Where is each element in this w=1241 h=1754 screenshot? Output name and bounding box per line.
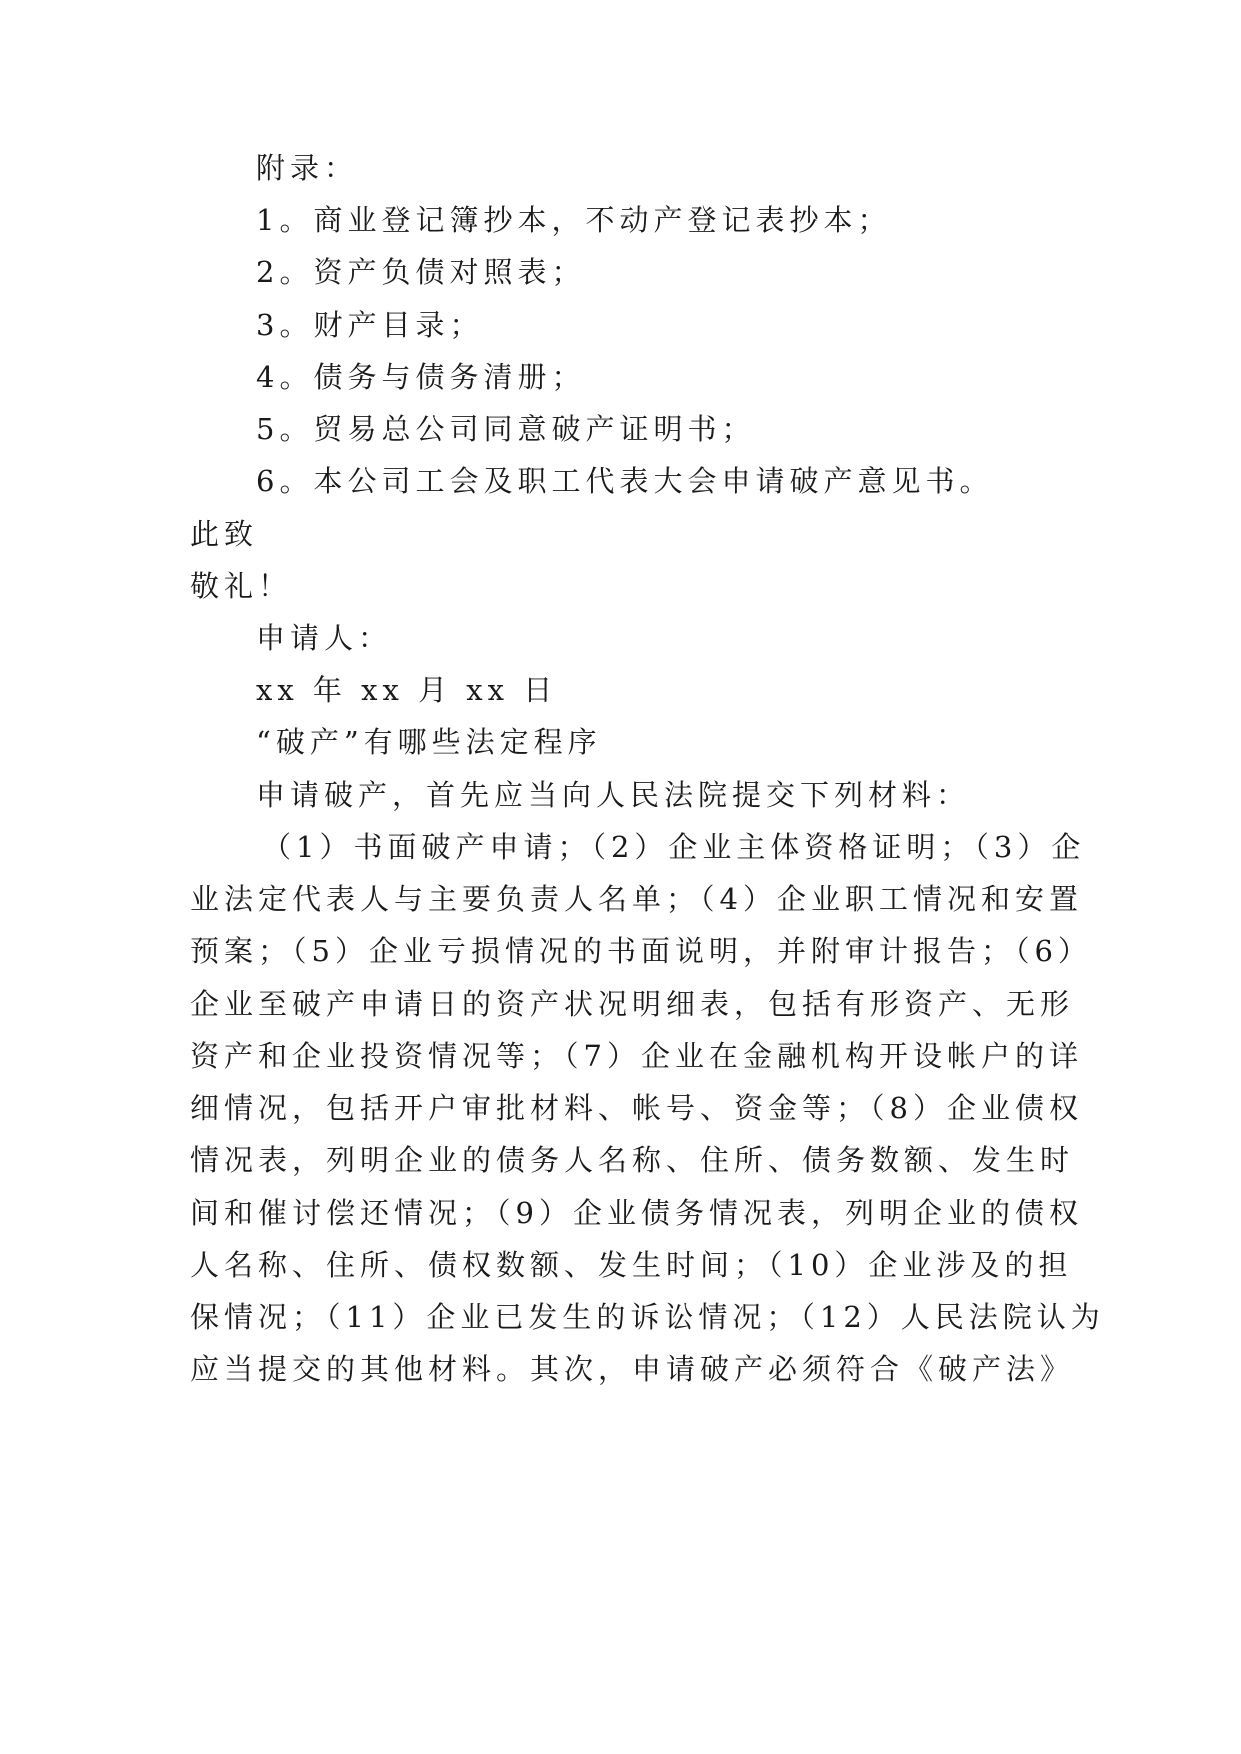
appendix-item-4: 4。债务与债务清册； — [256, 360, 586, 394]
section-intro: 申请破产，首先应当向人民法院提交下列材料： — [256, 778, 971, 812]
closing-line-2: 敬礼！ — [190, 569, 293, 603]
paragraph-line: 保情况；（11）企业已发生的诉讼情况；（12）人民法院认为 — [190, 1300, 1105, 1334]
appendix-item-3: 3。财产目录； — [256, 308, 484, 342]
date-line: xx 年 xx 月 xx 日 — [256, 673, 558, 707]
paragraph-line: 细情况，包括开户审批材料、帐号、资金等；（8）企业债权 — [190, 1091, 1083, 1125]
paragraph-line: 应当提交的其他材料。其次，申请破产必须符合《破产法》 — [190, 1352, 1075, 1386]
paragraph-line: 情况表，列明企业的债务人名称、住所、债务数额、发生时 — [190, 1143, 1075, 1177]
appendix-item-2: 2。资产负债对照表； — [256, 255, 586, 289]
paragraph-line: 资产和企业投资情况等；（7）企业在金融机构开设帐户的详 — [190, 1039, 1083, 1073]
paragraph-line: 人名称、住所、债权数额、发生时间；（10）企业涉及的担 — [190, 1248, 1073, 1282]
paragraph-line: （1）书面破产申请；（2）企业主体资格证明；（3）企 — [262, 830, 1086, 864]
appendix-heading: 附录： — [256, 151, 359, 185]
paragraph-line: 预案；（5）企业亏损情况的书面说明，并附审计报告；（6） — [190, 934, 1092, 968]
section-title: “破产”有哪些法定程序 — [256, 725, 602, 759]
applicant-label: 申请人： — [256, 621, 393, 655]
appendix-item-5: 5。贸易总公司同意破产证明书； — [256, 412, 756, 446]
paragraph-line: 间和催讨偿还情况；（9）企业债务情况表，列明企业的债权 — [190, 1196, 1083, 1230]
paragraph-line: 企业至破产申请日的资产状况明细表，包括有形资产、无形 — [190, 987, 1075, 1021]
paragraph-line: 业法定代表人与主要负责人名单；（4）企业职工情况和安置 — [190, 882, 1083, 916]
appendix-item-1: 1。商业登记簿抄本，不动产登记表抄本； — [256, 203, 892, 237]
closing-line-1: 此致 — [190, 517, 259, 551]
appendix-item-6: 6。本公司工会及职工代表大会申请破产意见书。 — [256, 464, 994, 498]
